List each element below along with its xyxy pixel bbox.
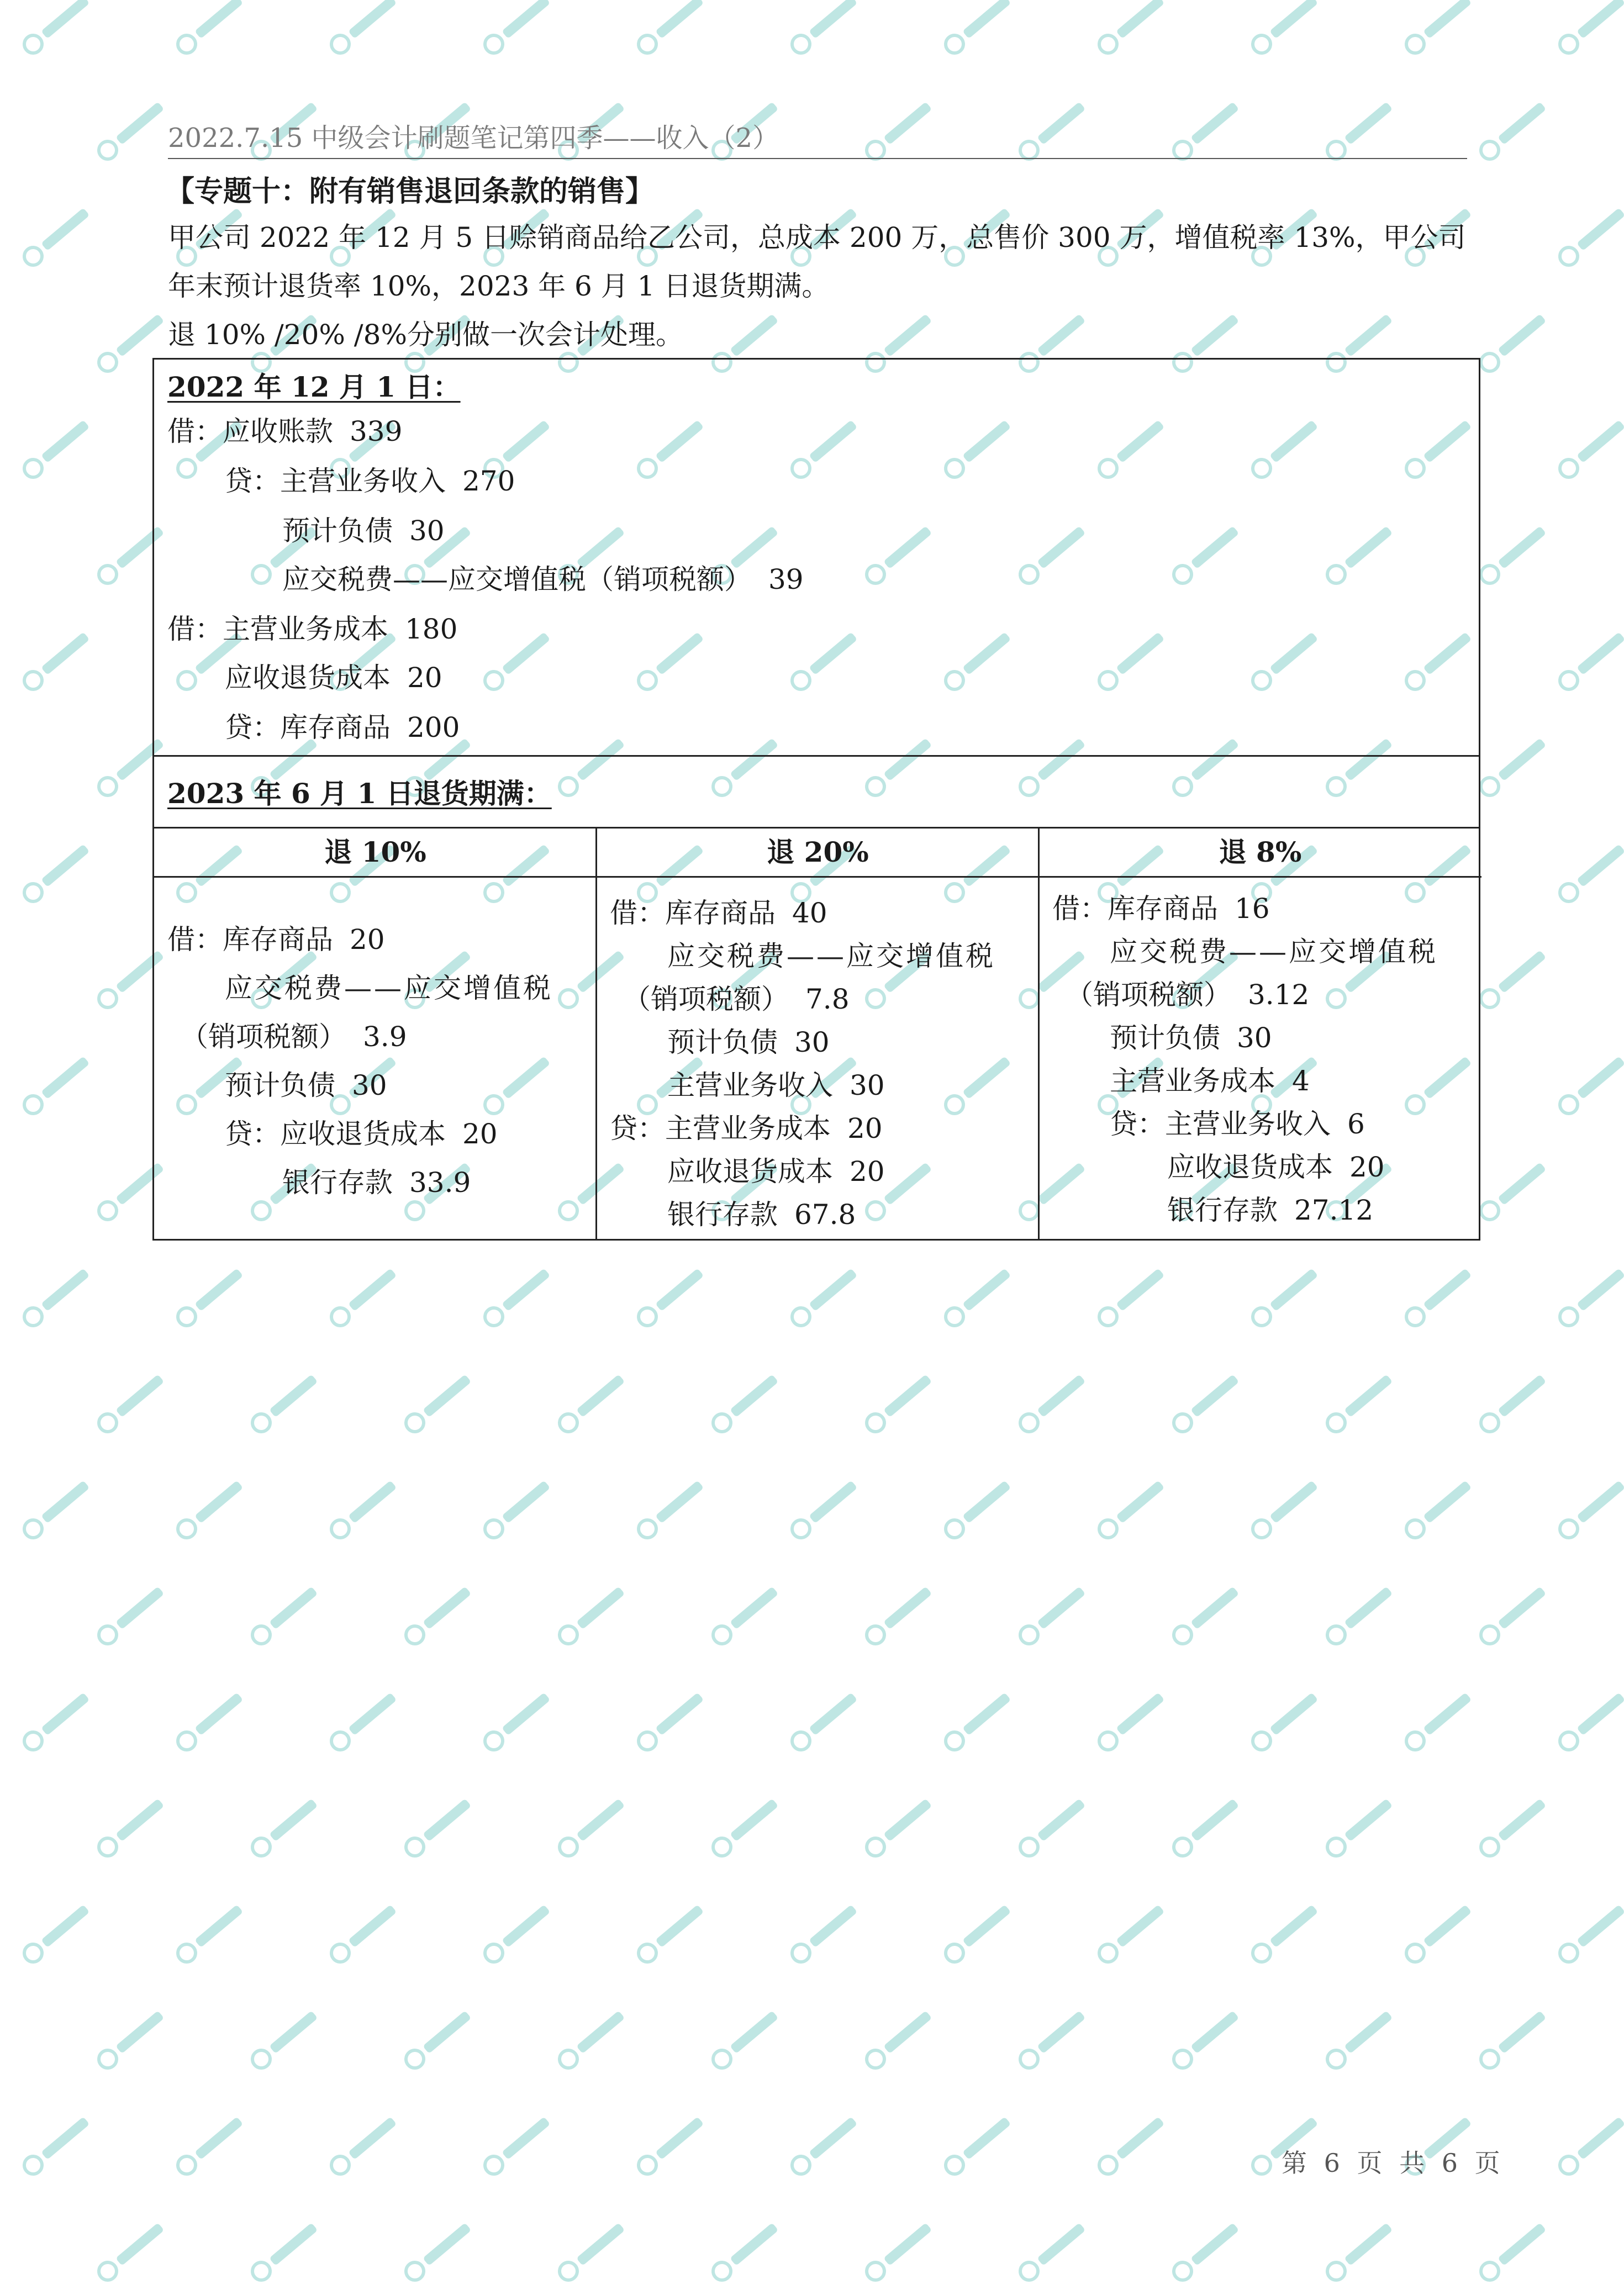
watermark-logo-icon <box>788 1478 860 1542</box>
topic-title: 【专题十：附有销售退回条款的销售】 <box>166 175 655 208</box>
watermark-logo-icon <box>1477 1159 1548 1223</box>
journal-entry-table <box>152 358 1480 1241</box>
watermark-logo-icon <box>1249 1478 1320 1542</box>
watermark-logo-icon <box>635 1265 706 1329</box>
watermark-logo-icon <box>942 1478 1013 1542</box>
problem-paragraph: 甲公司 2022 年 12 月 5 日赊销商品给乙公司，总成本 200 万，总售价 300 万，增值税率 13%，甲公司年末预计退货率 10%，2023 年 6 月 1 日退货期满。 <box>168 221 1466 302</box>
watermark-logo-icon <box>709 1584 781 1648</box>
watermark-logo-icon <box>1016 1584 1088 1648</box>
watermark-logo-icon <box>20 1902 92 1966</box>
watermark-logo-icon <box>863 2220 934 2284</box>
watermark-logo-icon <box>1556 1478 1624 1542</box>
watermark-logo-icon <box>328 1478 399 1542</box>
entry-line: 银行存款 67.8 <box>667 1199 856 1231</box>
watermark-logo-icon <box>249 2008 320 2072</box>
watermark-logo-icon <box>1477 2008 1548 2072</box>
watermark-logo-icon <box>556 1796 627 1860</box>
watermark-logo-icon <box>20 0 92 57</box>
watermark-logo-icon <box>95 1584 166 1648</box>
watermark-logo-icon <box>1556 1265 1624 1329</box>
entry-line: 主营业务成本 4 <box>1110 1065 1310 1097</box>
watermark-logo-icon <box>95 2008 166 2072</box>
watermark-logo-icon <box>174 1690 245 1754</box>
entry-line: 贷：主营业务收入 270 <box>225 465 515 497</box>
watermark-logo-icon <box>1477 1371 1548 1436</box>
watermark-logo-icon <box>556 1371 627 1436</box>
watermark-logo-icon <box>1324 2008 1395 2072</box>
watermark-logo-icon <box>1556 1053 1624 1117</box>
watermark-logo-icon <box>20 1690 92 1754</box>
watermark-logo-icon <box>556 2008 627 2072</box>
watermark-logo-icon <box>1477 735 1548 799</box>
watermark-logo-icon <box>1477 1584 1548 1648</box>
entry-line: （销项税额） 3.9 <box>181 1021 407 1053</box>
watermark-logo-icon <box>249 1584 320 1648</box>
entry-line: 应收退货成本 20 <box>667 1155 885 1188</box>
watermark-logo-icon <box>635 1690 706 1754</box>
entry-line: 预计负债 30 <box>282 515 445 547</box>
watermark-logo-icon <box>863 2008 934 2072</box>
watermark-logo-icon <box>1477 947 1548 1011</box>
watermark-logo-icon <box>402 1371 473 1436</box>
watermark-logo-icon <box>1095 2114 1167 2178</box>
watermark-logo-icon <box>863 1584 934 1648</box>
watermark-logo-icon <box>1170 1371 1241 1436</box>
initial-entry-date: 2022 年 12 月 1 日： <box>167 371 461 403</box>
watermark-logo-icon <box>402 1796 473 1860</box>
problem-statement <box>168 213 1467 359</box>
entry-line: （销项税额） 3.12 <box>1066 979 1310 1011</box>
watermark-logo-icon <box>174 2114 245 2178</box>
watermark-logo-icon <box>1556 841 1624 905</box>
expiry-date: 2023 年 6 月 1 日退货期满： <box>167 777 552 810</box>
watermark-logo-icon <box>1016 2008 1088 2072</box>
watermark-logo-icon <box>174 1478 245 1542</box>
column-header-20: 退 20% <box>597 827 1039 878</box>
watermark-logo-icon <box>20 1478 92 1542</box>
watermark-logo-icon <box>1402 0 1474 57</box>
entry-line: 应交税费——应交增值税 <box>1110 936 1438 968</box>
watermark-logo-icon <box>788 0 860 57</box>
watermark-logo-icon <box>1095 1902 1167 1966</box>
entry-line: 借：库存商品 16 <box>1052 893 1270 925</box>
watermark-logo-icon <box>1016 1371 1088 1436</box>
watermark-logo-icon <box>1095 0 1167 57</box>
entry-line: 贷：应收退货成本 20 <box>225 1118 498 1150</box>
watermark-logo-icon <box>1556 2114 1624 2178</box>
watermark-logo-icon <box>20 205 92 269</box>
page-number: 第 6 页 共 6 页 <box>1282 2148 1505 2178</box>
watermark-logo-icon <box>1402 1478 1474 1542</box>
entry-line: 预计负债 30 <box>225 1069 387 1101</box>
watermark-logo-icon <box>402 1584 473 1648</box>
watermark-logo-icon <box>1556 1690 1624 1754</box>
watermark-logo-icon <box>556 1584 627 1648</box>
watermark-logo-icon <box>328 1265 399 1329</box>
watermark-logo-icon <box>1556 1902 1624 1966</box>
entry-line: 预计负债 30 <box>667 1026 830 1058</box>
watermark-logo-icon <box>1170 1796 1241 1860</box>
watermark-logo-icon <box>402 2220 473 2284</box>
watermark-logo-icon <box>1324 1371 1395 1436</box>
watermark-logo-icon <box>1556 0 1624 57</box>
watermark-logo-icon <box>1556 629 1624 693</box>
entry-line: 贷：主营业务收入 6 <box>1110 1108 1365 1140</box>
watermark-logo-icon <box>1402 1690 1474 1754</box>
watermark-logo-icon <box>1324 2220 1395 2284</box>
entry-line: 应交税费——应交增值税 <box>225 972 553 1004</box>
watermark-logo-icon <box>1095 1478 1167 1542</box>
entry-line: 借：应收账款 339 <box>167 415 403 447</box>
watermark-logo-icon <box>20 629 92 693</box>
watermark-logo-icon <box>635 2114 706 2178</box>
watermark-logo-icon <box>1402 1902 1474 1966</box>
watermark-logo-icon <box>249 1796 320 1860</box>
watermark-logo-icon <box>481 2114 552 2178</box>
watermark-logo-icon <box>481 1265 552 1329</box>
watermark-logo-icon <box>788 2114 860 2178</box>
watermark-logo-icon <box>1095 1690 1167 1754</box>
entry-line: 主营业务收入 30 <box>667 1069 885 1101</box>
watermark-logo-icon <box>635 0 706 57</box>
watermark-logo-icon <box>1016 2220 1088 2284</box>
watermark-logo-icon <box>635 1902 706 1966</box>
watermark-logo-icon <box>481 1478 552 1542</box>
watermark-logo-icon <box>174 0 245 57</box>
watermark-logo-icon <box>402 2008 473 2072</box>
watermark-logo-icon <box>1402 1265 1474 1329</box>
watermark-logo-icon <box>481 1902 552 1966</box>
entry-line: 应交税费——应交增值税（销项税额） 39 <box>282 563 804 595</box>
watermark-logo-icon <box>328 0 399 57</box>
column-header-8: 退 8% <box>1039 827 1481 878</box>
watermark-logo-icon <box>1477 99 1548 163</box>
watermark-logo-icon <box>942 1690 1013 1754</box>
watermark-logo-icon <box>1556 417 1624 481</box>
watermark-logo-icon <box>1249 1265 1320 1329</box>
entry-line: 贷：库存商品 200 <box>225 711 460 743</box>
column-divider <box>1038 827 1040 1239</box>
watermark-logo-icon <box>1249 0 1320 57</box>
entry-line: 银行存款 33.9 <box>282 1167 471 1199</box>
watermark-logo-icon <box>1477 2220 1548 2284</box>
watermark-logo-icon <box>942 0 1013 57</box>
entry-line: 应收退货成本 20 <box>1167 1151 1385 1183</box>
watermark-logo-icon <box>709 2220 781 2284</box>
watermark-logo-icon <box>1170 2220 1241 2284</box>
watermark-logo-icon <box>95 1796 166 1860</box>
entry-line: 借：库存商品 40 <box>610 897 827 929</box>
entry-line: 应收退货成本 20 <box>225 662 442 694</box>
entry-line: 借：主营业务成本 180 <box>167 613 458 645</box>
watermark-logo-icon <box>788 1902 860 1966</box>
watermark-logo-icon <box>942 2114 1013 2178</box>
column-divider <box>595 827 597 1239</box>
watermark-logo-icon <box>1477 523 1548 587</box>
page-header: 2022.7.15 中级会计刷题笔记第四季——收入（2） <box>168 120 1467 159</box>
watermark-logo-icon <box>709 1371 781 1436</box>
watermark-logo-icon <box>328 1690 399 1754</box>
watermark-logo-icon <box>20 2114 92 2178</box>
watermark-logo-icon <box>1249 1690 1320 1754</box>
watermark-logo-icon <box>1477 311 1548 375</box>
entry-line: 贷：主营业务成本 20 <box>610 1112 883 1144</box>
initial-entry-section <box>154 360 1479 757</box>
watermark-logo-icon <box>481 1690 552 1754</box>
watermark-logo-icon <box>635 1478 706 1542</box>
watermark-logo-icon <box>95 2220 166 2284</box>
watermark-logo-icon <box>1170 2008 1241 2072</box>
watermark-logo-icon <box>709 2008 781 2072</box>
watermark-logo-icon <box>174 1265 245 1329</box>
watermark-logo-icon <box>1095 1265 1167 1329</box>
watermark-logo-icon <box>20 841 92 905</box>
watermark-logo-icon <box>1170 1584 1241 1648</box>
entry-line: （销项税额） 7.8 <box>623 983 850 1015</box>
watermark-logo-icon <box>709 1796 781 1860</box>
watermark-logo-icon <box>95 99 166 163</box>
watermark-logo-icon <box>20 1053 92 1117</box>
watermark-logo-icon <box>1324 1796 1395 1860</box>
watermark-logo-icon <box>788 1265 860 1329</box>
entry-line: 银行存款 27.12 <box>1167 1194 1374 1226</box>
entry-line: 预计负债 30 <box>1110 1022 1272 1054</box>
entry-line: 应交税费——应交增值税 <box>667 940 995 972</box>
watermark-logo-icon <box>174 1902 245 1966</box>
instruction-paragraph: 退 10% /20% /8%分别做一次会计处理。 <box>168 319 683 351</box>
watermark-logo-icon <box>556 2220 627 2284</box>
watermark-logo-icon <box>95 1371 166 1436</box>
watermark-logo-icon <box>863 1371 934 1436</box>
watermark-logo-icon <box>788 1690 860 1754</box>
watermark-logo-icon <box>249 1371 320 1436</box>
watermark-logo-icon <box>1324 1584 1395 1648</box>
watermark-logo-icon <box>942 1902 1013 1966</box>
watermark-logo-icon <box>328 1902 399 1966</box>
entry-line: 借：库存商品 20 <box>167 924 385 956</box>
watermark-logo-icon <box>942 1265 1013 1329</box>
watermark-logo-icon <box>863 1796 934 1860</box>
watermark-logo-icon <box>249 2220 320 2284</box>
watermark-logo-icon <box>20 417 92 481</box>
watermark-logo-icon <box>481 0 552 57</box>
watermark-logo-icon <box>20 1265 92 1329</box>
column-header-10: 退 10% <box>154 827 597 878</box>
watermark-logo-icon <box>1016 1796 1088 1860</box>
expiry-section-header <box>154 755 1479 829</box>
watermark-logo-icon <box>1477 1796 1548 1860</box>
watermark-logo-icon <box>1556 205 1624 269</box>
watermark-logo-icon <box>1249 1902 1320 1966</box>
watermark-logo-icon <box>328 2114 399 2178</box>
